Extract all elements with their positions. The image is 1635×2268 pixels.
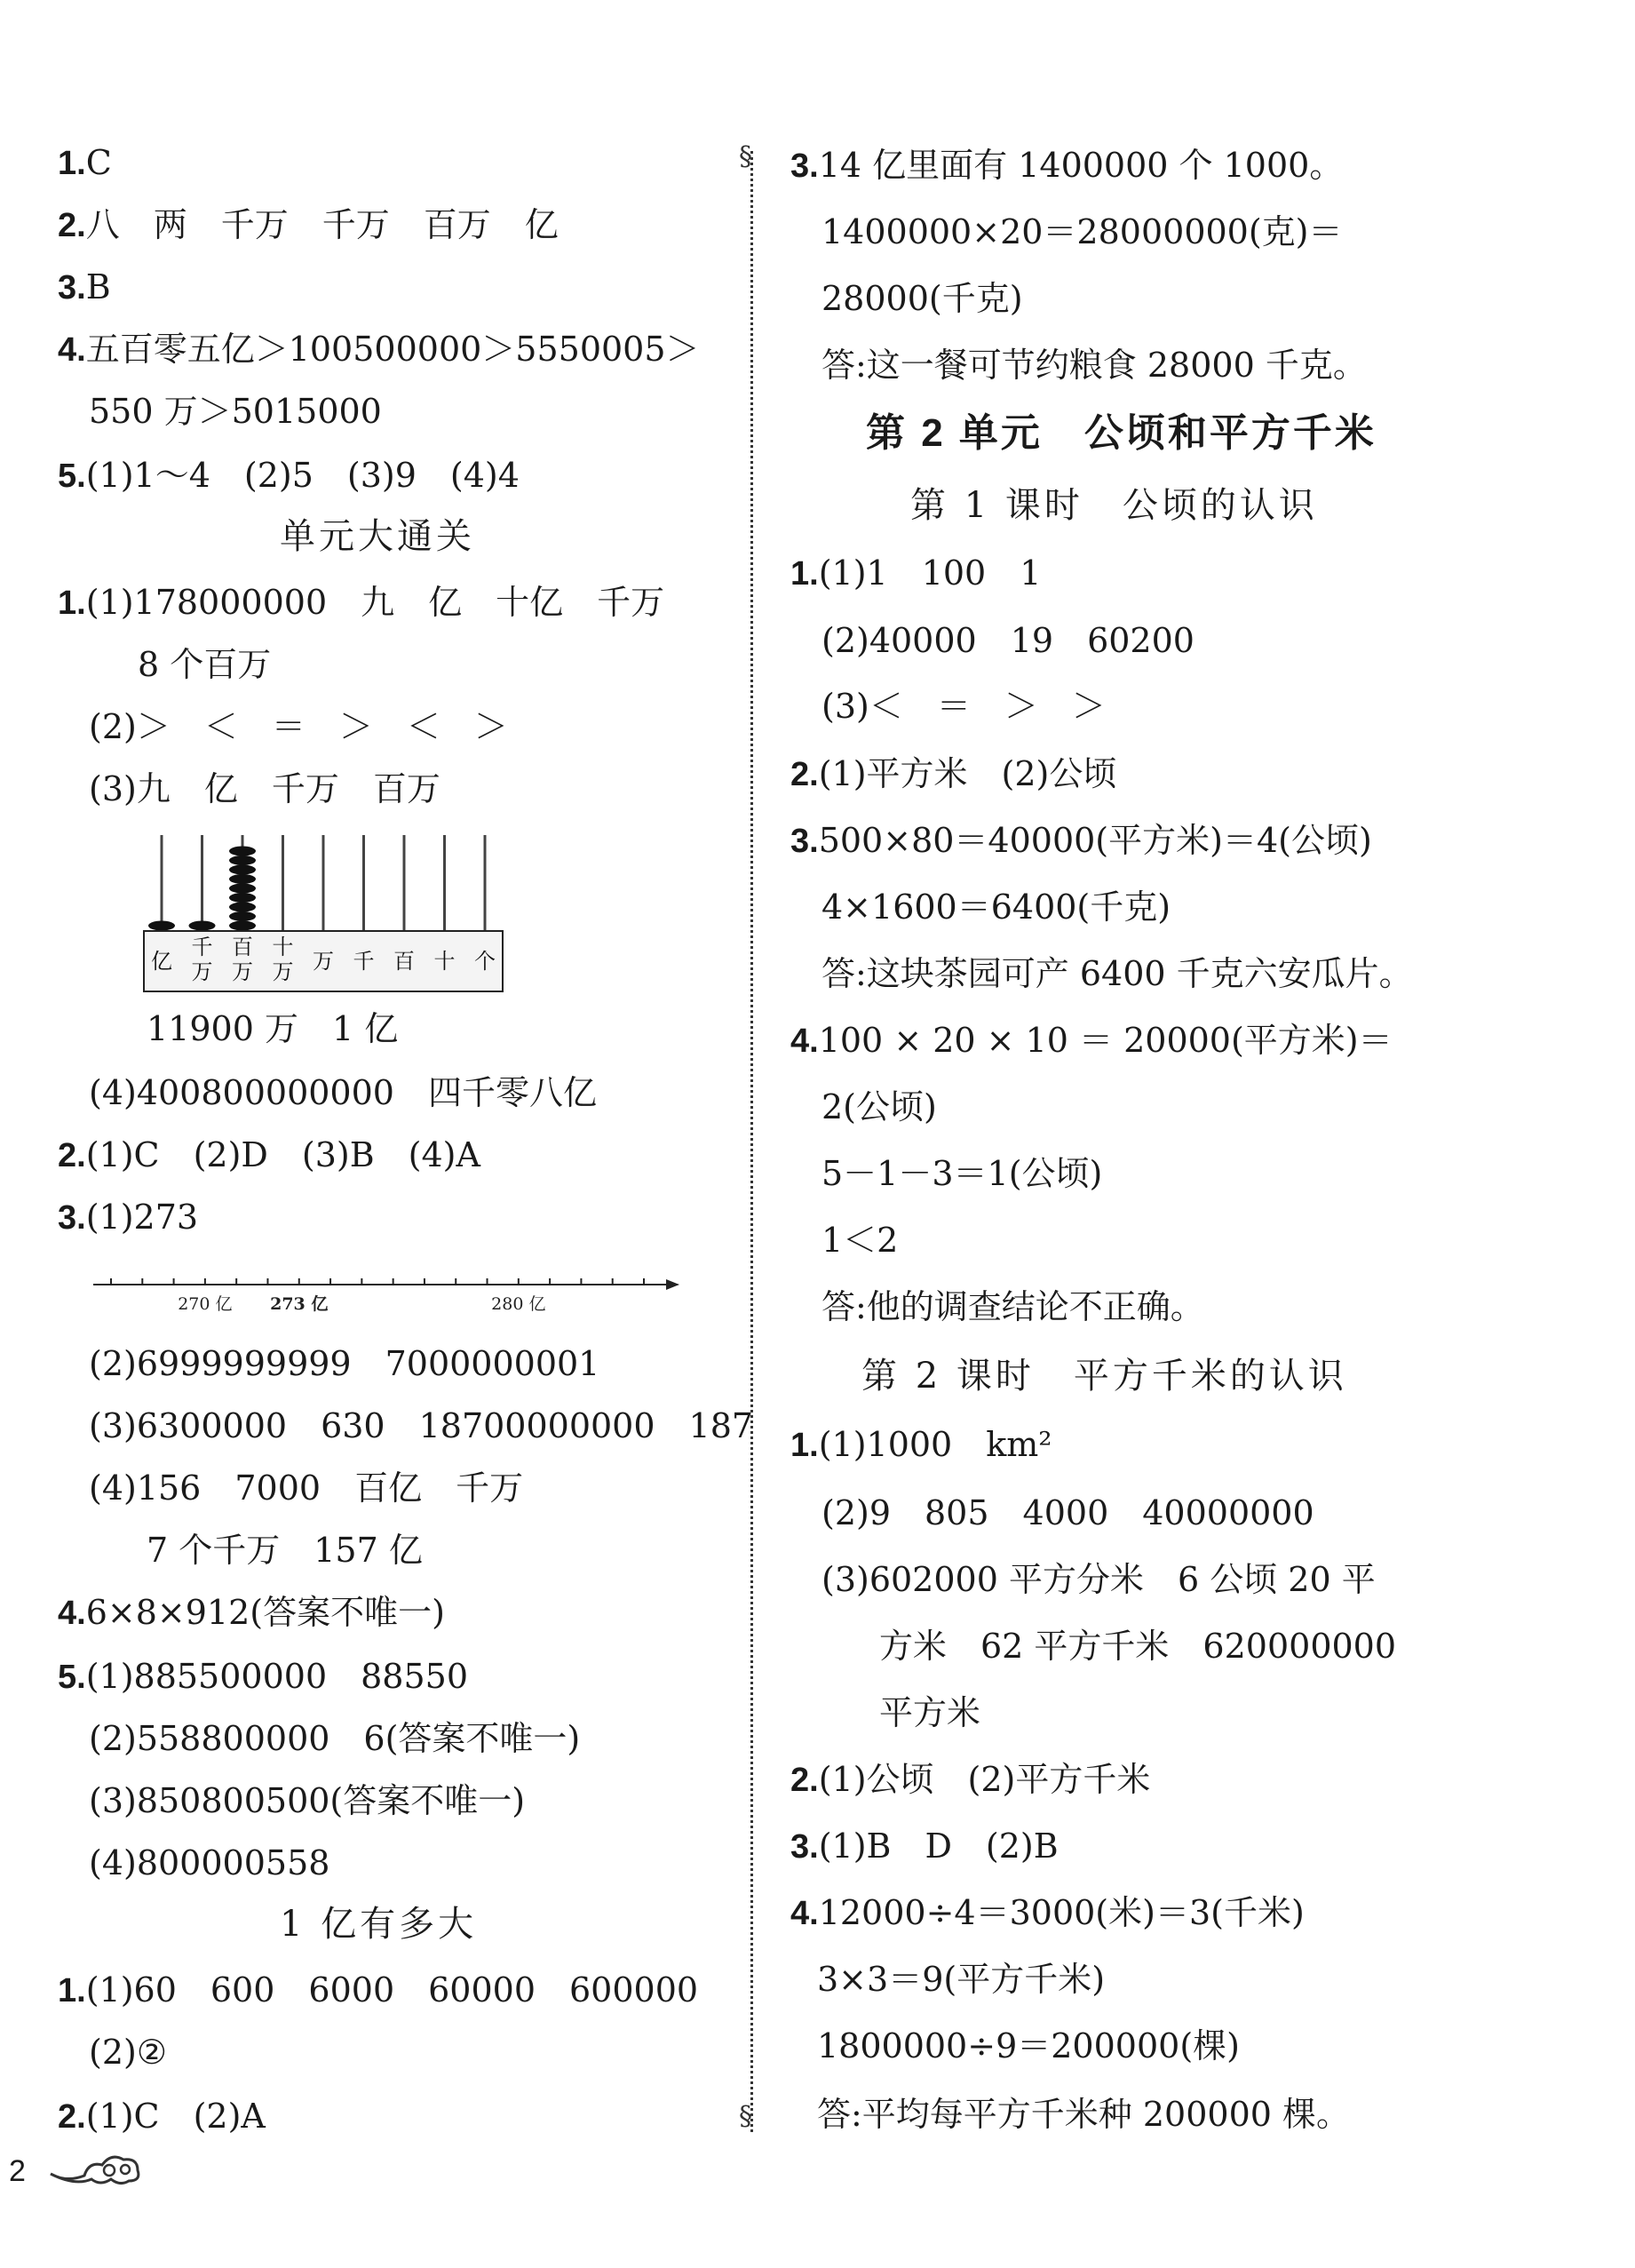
- answer-line: (2)②: [89, 2033, 167, 2072]
- answer-line: 答:这一餐可节约粮食 28000 千克。: [821, 346, 1367, 385]
- answer-line: 1.C: [58, 143, 112, 182]
- answer-line: (3)6300000 630 18700000000 187: [89, 1406, 754, 1445]
- answer-line: 4.100 × 20 × 10 ＝ 20000(平方米)＝: [790, 1021, 1393, 1060]
- number-line-label: 280 亿: [491, 1294, 546, 1314]
- answer-line: 答:平均每平方千米种 200000 棵。: [817, 2095, 1351, 2134]
- abacus-label: 亿: [151, 949, 172, 974]
- answer-line: 1＜2: [821, 1221, 899, 1260]
- answer-line: (3)850800500(答案不唯一): [89, 1781, 526, 1820]
- answer-line: 1800000÷9＝200000(棵): [817, 2026, 1240, 2065]
- abacus-label: 千: [353, 949, 375, 974]
- answer-line: (2)9 805 4000 40000000: [821, 1493, 1314, 1532]
- section-heading: 1 亿有多大: [280, 1904, 478, 1945]
- section-heading: 单元大通关: [280, 516, 475, 557]
- divider-ornament-icon: §: [739, 141, 752, 172]
- abacus-bead: [229, 874, 256, 884]
- number-line-label: 270 亿: [178, 1294, 233, 1314]
- answer-line: (3)602000 平方分米 6 公顷 20 平: [821, 1560, 1376, 1599]
- abacus-bead: [229, 847, 256, 856]
- abacus-label: 十: [433, 949, 456, 974]
- answer-line: 1400000×20＝28000000(克)＝: [821, 212, 1343, 251]
- number-line-figure: [93, 1270, 679, 1333]
- answer-line: 550 万＞5015000: [89, 392, 382, 431]
- answer-line: 4.五百零五亿＞100500000＞5550005＞: [58, 330, 700, 369]
- answer-line: 2.(1)C (2)A: [58, 2097, 266, 2136]
- answer-line: 4.6×8×912(答案不唯一): [58, 1593, 445, 1632]
- answer-line: (2)＞ ＜ ＝ ＞ ＜ ＞: [89, 707, 508, 746]
- column-divider: [750, 151, 753, 2132]
- abacus-label: 百: [393, 949, 415, 974]
- answer-line: 5.(1)885500000 88550: [58, 1657, 469, 1696]
- answer-line: 5－1－3＝1(公顷): [821, 1154, 1103, 1193]
- answer-line: (2)558800000 6(答案不唯一): [89, 1719, 581, 1758]
- abacus-bead: [229, 893, 256, 903]
- answer-line: 2.八 两 千万 千万 百万 亿: [58, 205, 559, 244]
- answer-line: 3.500×80＝40000(平方米)＝4(公顷): [790, 821, 1372, 860]
- abacus-label: 万: [272, 959, 294, 984]
- answer-line: 28000(千克): [821, 279, 1023, 318]
- answer-line: 7 个千万 157 亿: [147, 1531, 423, 1570]
- answer-line: (2)6999999999 7000000001: [89, 1344, 600, 1383]
- cloud-ornament-icon: [49, 2145, 147, 2190]
- abacus-bead: [148, 921, 175, 931]
- answer-line: 8 个百万: [138, 645, 272, 684]
- answer-line: 3.(1)273: [58, 1198, 199, 1237]
- answer-line: 11900 万 1 亿: [147, 1009, 399, 1048]
- unit-heading: 第 2 单元 公顷和平方千米: [866, 411, 1377, 455]
- number-line-arrow: [666, 1279, 679, 1290]
- abacus-bead: [229, 855, 256, 865]
- answer-line: 1.(1)60 600 6000 60000 600000: [58, 1970, 699, 2009]
- answer-line: (3)九 亿 千万 百万: [89, 769, 440, 808]
- page-number: 2: [9, 2154, 26, 2188]
- answer-line: 2.(1)公顷 (2)平方千米: [790, 1760, 1151, 1799]
- answer-line: 3×3＝9(平方千米): [817, 1960, 1106, 1999]
- number-line-label: 273 亿: [270, 1294, 329, 1314]
- abacus-bead: [229, 903, 256, 912]
- answer-line: (4)156 7000 百亿 千万: [89, 1468, 524, 1508]
- lesson-heading: 第 2 课时 平方千米的认识: [861, 1356, 1347, 1397]
- answer-line: (2)40000 19 60200: [821, 621, 1195, 660]
- answer-line: 4.12000÷4＝3000(米)＝3(千米): [790, 1893, 1305, 1932]
- answer-line: (3)＜ ＝ ＞ ＞: [821, 687, 1106, 726]
- abacus-bead: [229, 884, 256, 894]
- answer-line: (4)400800000000 四千零八亿: [89, 1073, 597, 1112]
- abacus-figure: [142, 833, 506, 993]
- abacus-label: 万: [191, 959, 213, 984]
- answer-line: 2.(1)C (2)D (3)B (4)A: [58, 1135, 480, 1174]
- answer-line: 2(公顷): [821, 1087, 937, 1126]
- answer-line: 1.(1)178000000 九 亿 十亿 千万: [58, 583, 665, 622]
- abacus-bead: [229, 865, 256, 875]
- abacus-label: 千: [191, 935, 213, 959]
- answer-line: 3.B: [58, 267, 111, 306]
- lesson-heading: 第 1 课时 公顷的认识: [910, 485, 1318, 526]
- abacus-label: 万: [232, 959, 253, 984]
- answer-line: 答:这块茶园可产 6400 千克六安瓜片。: [821, 954, 1413, 993]
- abacus-bead: [189, 921, 216, 931]
- answer-line: 1.(1)1 100 1: [790, 553, 1042, 593]
- answer-line: 3.14 亿里面有 1400000 个 1000。: [790, 146, 1344, 185]
- answer-line: 1.(1)1000 km²: [790, 1425, 1052, 1464]
- answer-line: 5.(1)1～4 (2)5 (3)9 (4)4: [58, 456, 520, 495]
- abacus-label: 万: [313, 949, 334, 974]
- abacus-label: 百: [232, 935, 253, 959]
- answer-line: (4)800000558: [89, 1843, 330, 1882]
- answer-line: 3.(1)B D (2)B: [790, 1826, 1059, 1866]
- answer-line: 4×1600＝6400(千克): [821, 887, 1171, 927]
- answer-line: 2.(1)平方米 (2)公顷: [790, 754, 1117, 793]
- answer-line: 方米 62 平方千米 620000000: [879, 1627, 1397, 1666]
- abacus-bead: [229, 911, 256, 921]
- divider-ornament-icon: §: [739, 2101, 752, 2132]
- answer-line: 答:他的调查结论不正确。: [821, 1287, 1204, 1326]
- abacus-bead: [229, 921, 256, 931]
- abacus-label: 个: [474, 949, 496, 974]
- answer-line: 平方米: [879, 1693, 981, 1732]
- abacus-label: 十: [272, 935, 294, 959]
